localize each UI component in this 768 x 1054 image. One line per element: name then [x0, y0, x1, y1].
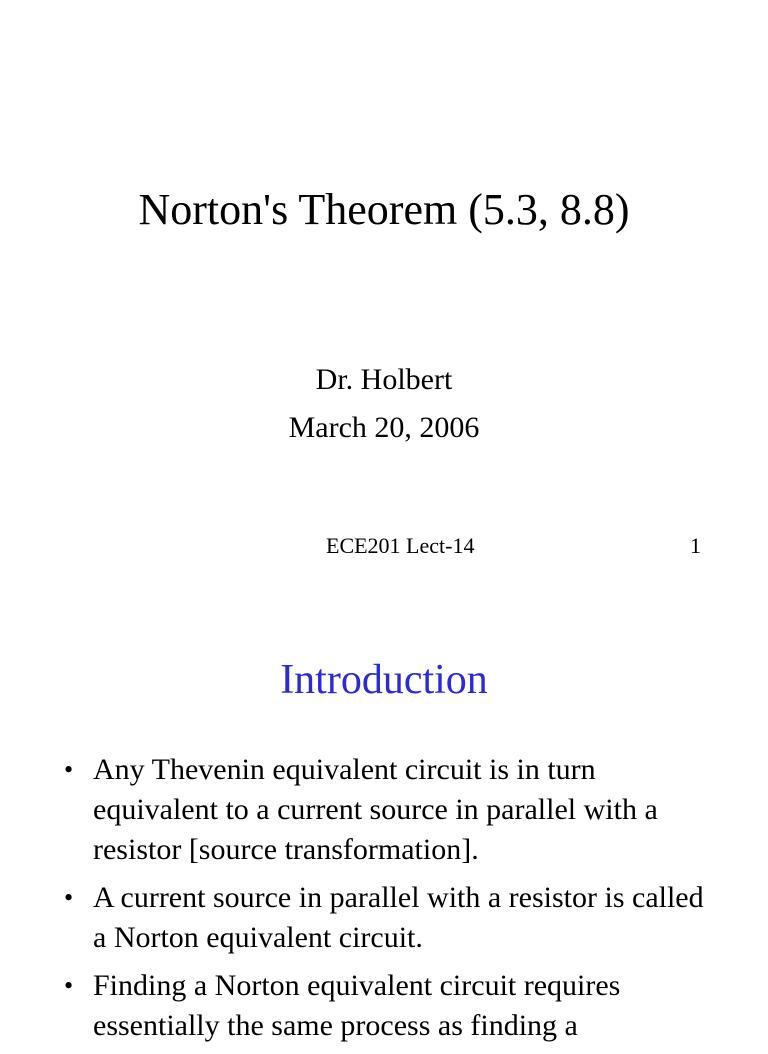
bullet-list [60, 750, 720, 1054]
footer-course-label: ECE201 Lect-14 [326, 533, 475, 558]
bullet-item [60, 966, 720, 1046]
bullet-item [60, 878, 720, 958]
slide-title: Norton's Theorem (5.3, 8.8) [138, 185, 630, 234]
lecture-date: March 20, 2006 [288, 411, 480, 444]
bullet-text: Any Thevenin equivalent circuit is in turn equivalent to a current source in parallel with a resistor [source transformation]. [93, 753, 658, 866]
bullet-text: Finding a Norton equivalent circuit requires essentially the same process as finding a [93, 969, 621, 1042]
bullet-item [60, 750, 720, 870]
bullet-marker: • [64, 971, 74, 1000]
page-number: 1 [690, 533, 701, 558]
author-name: Dr. Holbert [315, 363, 453, 396]
bullet-text: A current source in parallel with a resistor is called a Norton equivalent circuit. [93, 881, 704, 954]
bullet-marker: • [64, 883, 74, 912]
section-heading: Introduction [280, 657, 488, 703]
bullet-marker: • [64, 755, 74, 784]
